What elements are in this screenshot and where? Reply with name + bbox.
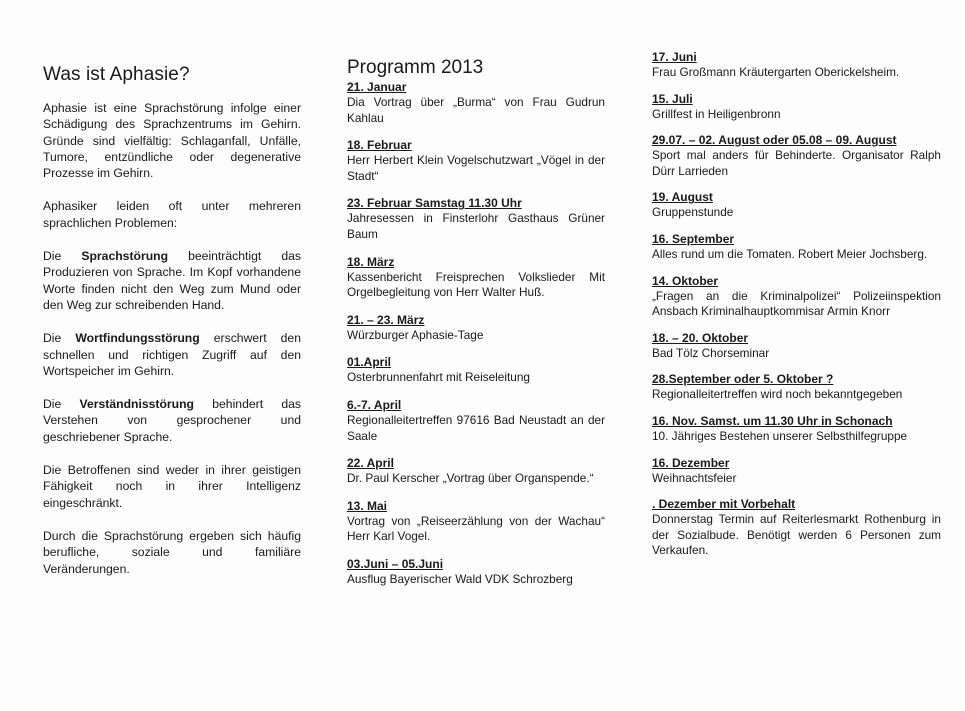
event-item	[652, 92, 941, 123]
event-item	[347, 557, 605, 588]
event-description: Regionalleitertreffen 97616 Bad Neustadt an der Saale	[347, 412, 605, 443]
event-item	[347, 80, 605, 126]
event-date: 18. Februar	[347, 138, 412, 153]
verstaendnisstoerung-term: Verständnisstörung	[79, 397, 194, 412]
event-date: 15. Juli	[652, 91, 693, 106]
event-item	[347, 255, 605, 301]
event-date: 21. – 23. März	[347, 312, 425, 327]
event-description: Sport mal anders für Behinderte. Organisator Ralph Dürr Larrieden	[652, 148, 941, 178]
program-column-1	[347, 57, 605, 600]
event-description: Alles rund um die Tomaten. Robert Meier Jochsberg.	[652, 246, 928, 261]
event-description: Osterbrunnenfahrt mit Reiseleitung	[347, 370, 530, 385]
event-description: Ausflug Bayerischer Wald VDK Schrozberg	[347, 571, 573, 586]
aphasia-definition: Aphasie ist eine Sprachstörung infolge einer Schädigung des Sprachzentrums im Gehirn. Gründe sind vielfältig: Schlaganfall, Unfälle, Tumore, entzündliche oder degenerative Prozesse im Gehirn.	[43, 101, 301, 181]
event-item	[652, 190, 941, 221]
event-list	[347, 80, 605, 588]
event-date: 13. Mai	[347, 498, 388, 513]
event-item	[347, 456, 605, 487]
event-description: Grillfest in Heiligenbronn	[652, 106, 781, 121]
event-item	[652, 133, 941, 179]
event-description: Dia Vortrag über „Burma“ von Frau Gudrun Kahlau	[347, 95, 605, 125]
event-description: Frau Großmann Kräutergarten Oberickelsheim.	[652, 65, 900, 79]
wortfindungsstoerung-paragraph: Die Wortfindungsstörung erschwert den schnellen und richtigen Zugriff auf den Wortspeicher im Gehirn.	[43, 331, 301, 378]
event-item	[347, 313, 605, 344]
program-title: Programm 2013	[347, 57, 484, 78]
event-date: 6.-7. April	[347, 397, 402, 412]
event-description: Vortrag von „Reiseerzählung von der Wachau“ Herr Karl Vogel.	[347, 513, 605, 544]
event-item	[347, 138, 605, 184]
event-item	[652, 497, 941, 559]
event-date: 17. Juni	[652, 50, 697, 64]
event-description: Würzburger Aphasie-Tage	[347, 327, 484, 342]
event-description: Weihnachtsfeier	[652, 470, 737, 485]
aphasia-problems-intro: Aphasiker leiden oft unter mehreren sprachlichen Problemen:	[43, 199, 301, 230]
event-description: Jahresessen in Finsterlohr Gasthaus Grüner Baum	[347, 211, 605, 241]
event-date: 14. Oktober	[652, 273, 719, 288]
event-item	[652, 331, 941, 362]
event-description: Herr Herbert Klein Vogelschutzwart „Vögel in der Stadt“	[347, 153, 605, 183]
verstaendnisstoerung-paragraph: Die Verständnisstörung behindert das Verstehen von gesprochener und geschriebener Sprache.	[43, 397, 301, 444]
event-date: 01.April	[347, 355, 392, 370]
event-description: Kassenbericht Freisprechen Volkslieder Mit Orgelbegleitung von Herr Walter Huß.	[347, 269, 605, 300]
sprachstoerung-term: Sprachstörung	[81, 249, 169, 264]
intelligence-paragraph: Die Betroffenen sind weder in ihrer geistigen Fähigkeit noch in ihrer Intelligenz eingeschränkt.	[43, 463, 301, 510]
event-item	[347, 398, 605, 444]
event-description: Gruppenstunde	[652, 205, 734, 220]
event-list	[652, 50, 941, 559]
event-description: 10. Jähriges Bestehen unserer Selbsthilfegruppe	[652, 428, 908, 443]
event-item	[652, 414, 941, 445]
event-date: 03.Juni – 05.Juni	[347, 556, 444, 571]
consequences-paragraph: Durch die Sprachstörung ergeben sich häufig berufliche, soziale und familiäre Veränderungen.	[43, 528, 301, 576]
event-date: 16. Nov. Samst. um 11.30 Uhr in Schonach	[652, 413, 893, 428]
aphasia-info-column	[43, 64, 301, 594]
event-date: 19. August	[652, 190, 713, 205]
event-description: Dr. Paul Kerscher „Vortrag über Organspende.“	[347, 471, 594, 486]
event-date: 16. September	[652, 231, 735, 246]
event-date: . Dezember mit Vorbehalt	[652, 497, 796, 512]
event-date: 29.07. – 02. August oder 05.08 – 09. August	[652, 133, 897, 148]
wortfindungsstoerung-term: Wortfindungsstörung	[75, 331, 200, 346]
event-item	[652, 50, 941, 81]
event-description: Regionalleitertreffen wird noch bekanntgegeben	[652, 387, 903, 402]
event-date: 18. März	[347, 254, 395, 269]
event-item	[652, 372, 941, 403]
event-date: 22. April	[347, 456, 394, 471]
event-description: Donnerstag Termin auf Reiterlesmarkt Rothenburg in der Sozialbude. Benötigt werden 6 Personen zum Verkaufen.	[652, 512, 941, 558]
event-item	[652, 456, 941, 487]
aphasia-heading: Was ist Aphasie?	[43, 64, 190, 85]
event-date: 28.September oder 5. Oktober ?	[652, 372, 834, 387]
event-item	[347, 499, 605, 545]
event-description: „Fragen an die Kriminalpolizei“ Polizeiinspektion Ansbach Kriminalhauptkommisar Armin Knorr	[652, 288, 941, 319]
event-item	[347, 355, 605, 386]
event-item	[652, 274, 941, 320]
event-item	[652, 232, 941, 263]
event-date: 23. Februar Samstag 11.30 Uhr	[347, 196, 522, 211]
event-date: 18. – 20. Oktober	[652, 330, 749, 345]
sprachstoerung-paragraph: Die Sprachstörung beeinträchtigt das Produzieren von Sprache. Im Kopf vorhandene Worte finden nicht den Weg zum Mund oder den Weg zur schreibenden Hand.	[43, 249, 301, 312]
event-description: Bad Tölz Chorseminar	[652, 345, 770, 360]
event-date: 21. Januar	[347, 80, 407, 94]
program-column-2	[652, 50, 941, 570]
event-date: 16. Dezember	[652, 455, 730, 470]
event-item	[347, 196, 605, 242]
